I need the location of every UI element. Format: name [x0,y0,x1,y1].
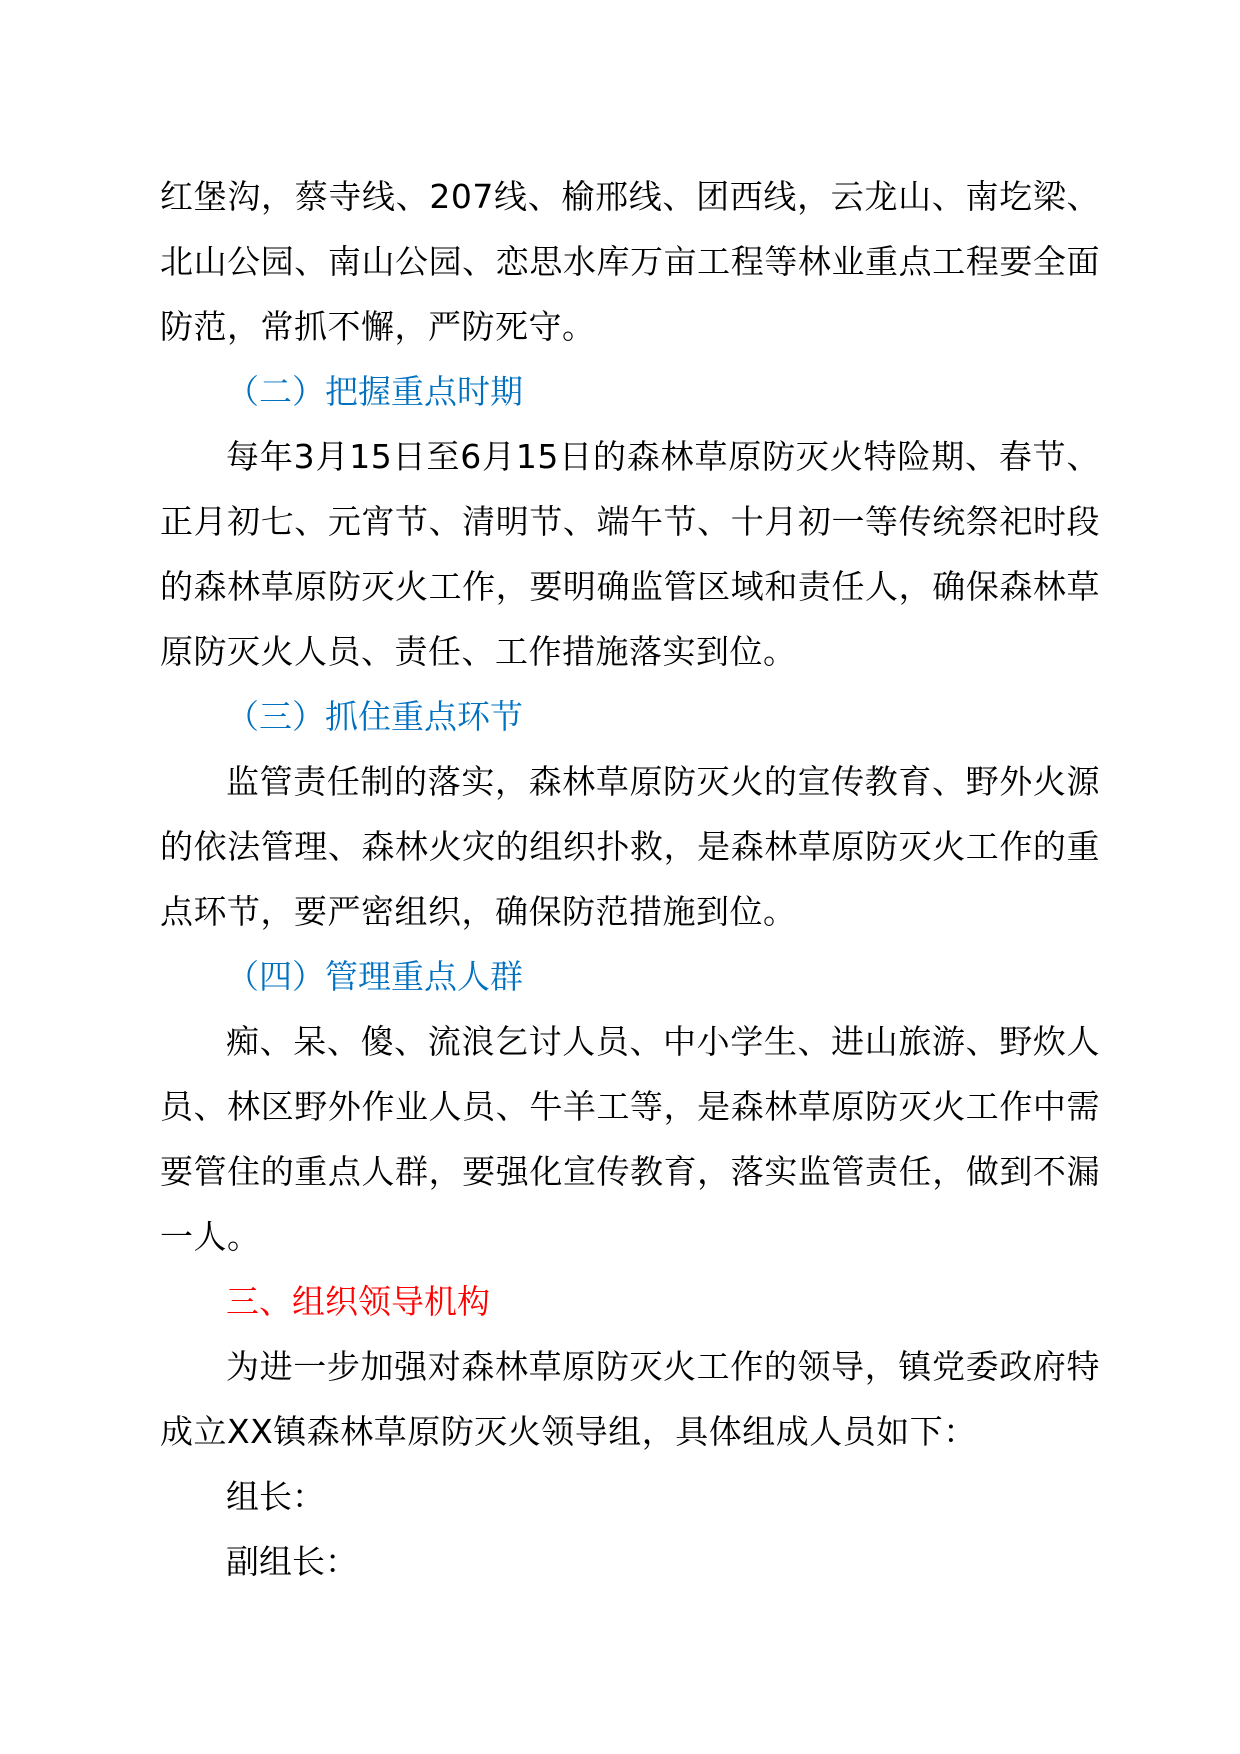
section-heading-key-periods: （二）把握重点时期 [226,372,523,411]
section-heading-key-links: （三）抓住重点环节 [226,697,523,736]
deputy-leader-label: 副组长： [226,1542,358,1581]
section-heading-key-groups: （四）管理重点人群 [226,957,523,996]
section-body-key-groups: 痴、呆、傻、流浪乞讨人员、中小学生、进山旅游、野炊人员、林区野外作业人员、牛羊工等，是森林草原防灭火工作中需要管住的重点人群，要强化宣传教育，落实监管责任，做到不漏一人。 [160,1022,1100,1256]
part-body-leadership: 为进一步加强对森林草原防灭火工作的领导，镇党委政府特成立XX镇森林草原防灭火领导组，具体组成人员如下： [160,1347,1100,1451]
part-heading-leadership: 三、组织领导机构 [226,1282,490,1321]
section-body-key-links: 监管责任制的落实，森林草原防灭火的宣传教育、野外火源的依法管理、森林火灾的组织扑救，是森林草原防灭火工作的重点环节，要严密组织，确保防范措施到位。 [160,762,1100,931]
leader-label: 组长： [226,1477,325,1516]
intro-paragraph: 红堡沟，蔡寺线、207线、榆邢线、团西线，云龙山、南圪梁、北山公园、南山公园、恋思水库万亩工程等林业重点工程要全面防范，常抓不懈，严防死守。 [160,177,1100,346]
section-body-key-periods: 每年3月15日至6月15日的森林草原防灭火特险期、春节、正月初七、元宵节、清明节、端午节、十月初一等传统祭祀时段的森林草原防灭火工作，要明确监管区域和责任人，确保森林草原防灭火人员、责任、工作措施落实到位。 [160,437,1100,671]
document-page [160,164,1100,1594]
